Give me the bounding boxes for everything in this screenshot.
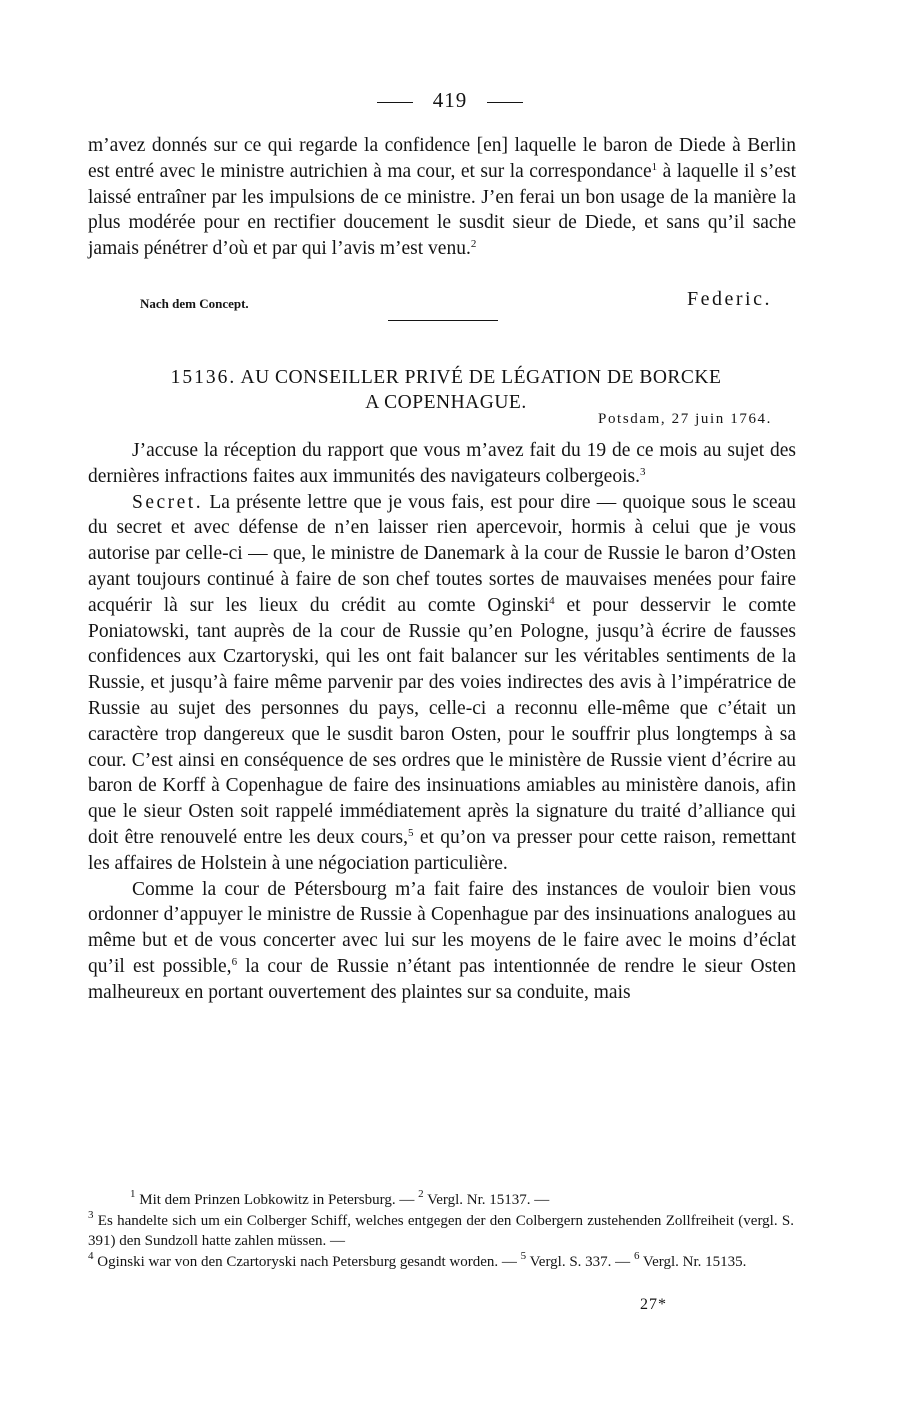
letter-body [88, 438, 796, 1006]
continued-paragraph [88, 133, 796, 262]
text-segment: et pour desservir le comte Poniatowski, tant auprès de la cour de Russie qu’en Pologne, jusqu’à écrire de fausses confidences aux Czartoryski, qui les ont fait balancer sur les véritables sentiments de la Russie, et jusqu’à faire même parvenir par des voies indirectes des avis à l’impératrice de Russie au sujet des personnes du pays, celle-ci a reconnu elle-même que c’était un caractère trop dangereux que le susdit baron Osten, pour le souffrir plus longtemps à sa cour. C’est ainsi en conséquence de ses ordres que le ministère de Russie vient d’écrire au baron de Korff à Copenhague de faire des insinuations amiables au ministère danois, afin que le sieur Osten soit rappelé immédiatement après la signature du traité d’alliance qui doit être renouvelé entre les deux cours, [88, 594, 796, 848]
footnotes [88, 1190, 794, 1273]
footnote-ref: 6 [231, 955, 238, 968]
place: Potsdam, [598, 411, 667, 427]
text-segment: La présente lettre que je vous fais, est pour dire — quoique sous le sceau du secret et avec défense de n’en laisser rien apercevoir, hormis à celui que je vous autorise par celle-ci — que, le ministre de Danemark à la cour de Russie le baron d’Osten ayant toujours continué à faire de son chef toutes sortes de mauvaises menées pour faire acquérir là sur les lieux du crédit au comte Oginski [88, 491, 796, 616]
text-segment: et qu’on va presser pour cette raison, remettant les affaires de Holstein à une négociation particulière. [88, 826, 796, 874]
text-segment: m’avez donnés sur ce qui regarde la confidence [en] laquelle le baron de Diede à Berlin est entré avec le ministre autrichien à ma cour, et sur la correspondance [88, 135, 796, 182]
footnote-3 [88, 1208, 794, 1252]
page-header [0, 88, 900, 113]
footnote-text: Vergl. S. 337. — [526, 1254, 634, 1271]
secret-label: Secret. [132, 491, 204, 513]
header-rule-left [377, 102, 413, 103]
footnote-ref: 2 [470, 238, 477, 251]
footnote-mark: 6 [633, 1250, 640, 1263]
letter-paragraph-1 [88, 438, 796, 490]
signature-mark: 27* [640, 1296, 667, 1313]
footnote-text: Oginski war von den Czartoryski nach Petersburg gesandt worden. — [93, 1254, 521, 1271]
closing-line [140, 288, 772, 314]
footnote-mark: 3 [88, 1208, 94, 1221]
page-number: 419 [432, 88, 468, 112]
footnote-ref: 3 [639, 465, 646, 478]
footnote-text: Mit dem Prinzen Lobkowitz in Petersburg. — [135, 1192, 419, 1208]
continued-text [88, 133, 796, 262]
footnote-mark: 4 [88, 1250, 94, 1263]
footnote-line-1 [88, 1190, 794, 1211]
signature: Federic. [687, 288, 772, 310]
footnote-text: Vergl. Nr. 15137. — [423, 1192, 550, 1208]
date: 27 juin 1764. [671, 411, 772, 427]
entry-heading-line-2: A COPENHAGUE. [365, 392, 527, 413]
footnote-text: Es handelte sich um ein Colberger Schiff, welches entgegen der den Colbergern zustehenden Zollfreiheit (vergl. S. 391) den Sundzoll hatte zahlen müssen. — [88, 1212, 794, 1250]
footnote-4-6 [88, 1252, 794, 1273]
text-segment: à laquelle il s’est laissé entraîner par les impulsions de ce ministre. J’en ferai un bon usage de la manière la plus modérée pour en rectifier doucement le susdit sieur de Diede, et sans qu’il sache jamais pénétrer d’où et par qui l’avis m’est venu. [88, 160, 797, 260]
entry-heading [96, 365, 796, 415]
footnote-ref: 4 [549, 594, 555, 607]
footnote-ref: 1 [651, 160, 658, 173]
letter-paragraph-3 [88, 877, 796, 1006]
source-note: Nach dem Concept. [140, 296, 249, 311]
entry-number: 15136. [170, 367, 237, 388]
footnote-mark: 5 [520, 1250, 527, 1263]
entry-addressee: AU CONSEILLER PRIVÉ DE LÉGATION DE BORCKE [240, 367, 722, 388]
section-divider [388, 320, 498, 321]
footnote-ref: 5 [408, 826, 414, 839]
footnote-mark: 2 [418, 1188, 424, 1200]
footnote-text: Vergl. Nr. 15135. [639, 1254, 747, 1271]
header-rule-right [487, 102, 523, 103]
letter-paragraph-2 [88, 490, 796, 877]
place-date [598, 411, 772, 428]
entry-heading-line-1 [96, 365, 796, 390]
text-segment: la cour de Russie n’étant pas intentionnée de rendre le sieur Osten malheureux en portant ouvertement des plaintes sur sa conduite, mais [88, 955, 796, 1003]
text-segment: Comme la cour de Pétersbourg m’a fait faire des instances de vouloir bien vous ordonner d’appuyer le ministre de Russie à Copenhague par des insinuations analogues au même but et de vous concerter avec lui sur les moyens de le faire avec le moins d’éclat qu’il est possible, [88, 878, 796, 977]
footnote-mark: 1 [130, 1188, 136, 1200]
text-segment: J’accuse la réception du rapport que vous m’avez fait du 19 de ce mois au sujet des dernières infractions faites aux immunités des navigateurs colbergeois. [88, 440, 796, 487]
